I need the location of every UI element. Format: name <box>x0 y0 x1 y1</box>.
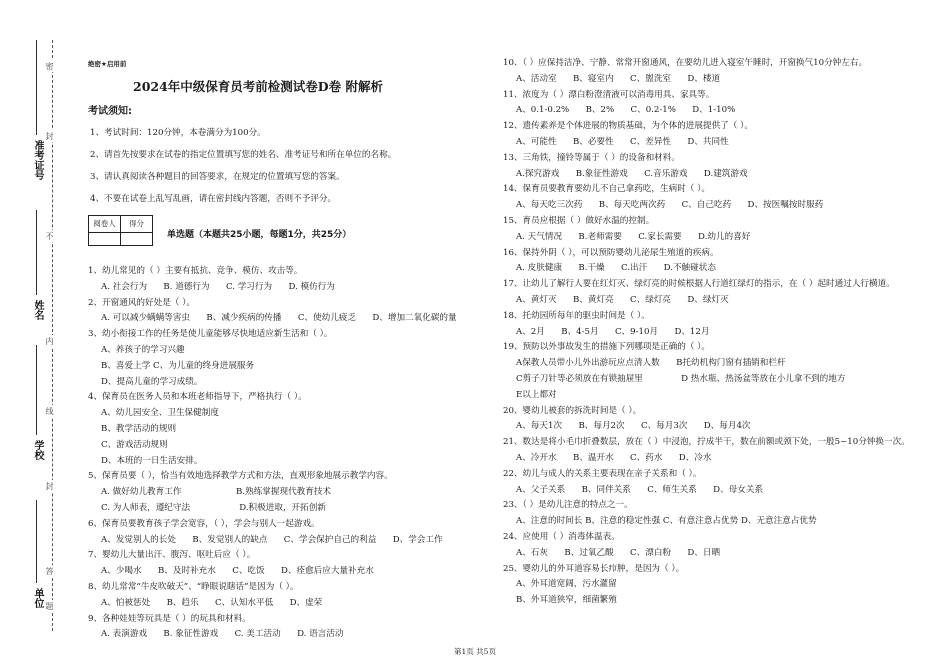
answer-options[interactable]: A.探究游戏 B.象征性游戏 C.音乐游戏 D.建筑游戏 <box>516 168 748 179</box>
left-column <box>88 58 488 643</box>
score-cell[interactable] <box>121 233 153 246</box>
answer-options[interactable]: A、石灰 B、过氧乙酸 C、漂白粉 D、日晒 <box>516 547 721 558</box>
question-text: 1、幼儿常见的（ ）主要有抵抗、竞争、模仿、攻击等。 <box>88 266 303 276</box>
seal-mark: 封 <box>45 482 54 490</box>
name-field[interactable] <box>36 210 37 295</box>
exam-number-label: 准考证号 <box>32 140 43 180</box>
question-text: 10、（ ）应保持洁净、宁静、常常开窗通风，在要幼儿进入寝室午睡时，开窗换气10分钟左右。 <box>503 58 868 68</box>
question-text: 17、让幼儿了解行人要在红灯灭、绿灯亮的时候根据人行道红绿灯的指示，在（ ）起时通过人行横道。 <box>503 279 895 290</box>
seal-mark: 内 <box>45 337 54 345</box>
exam-number-field[interactable] <box>36 40 37 135</box>
section-heading: 单选题（本题共25小题，每题1分，共25分） <box>167 230 352 241</box>
answer-options[interactable]: A. 做好幼儿教育工作 B.熟练掌握现代教育技术 <box>101 487 332 498</box>
answer-options[interactable]: A、可能性 B、必要性 C、差异性 D、共同性 <box>516 136 729 147</box>
answer-options[interactable]: A、注意的时间长 B、注意的稳定性强 C、有意注意占优势 D、无意注意占优势 <box>516 516 817 527</box>
answer-options[interactable]: A. 天气情况 B.老师需要 C.家长需要 D.幼儿的喜好 <box>516 231 751 242</box>
answer-options[interactable]: E以上都对 <box>516 389 557 400</box>
answer-options[interactable]: A、父子关系 B、同伴关系 C、师生关系 D、母女关系 <box>516 484 764 495</box>
question-text: 2、开窗通风的好处是（ ）。 <box>88 297 196 308</box>
answer-options[interactable]: A、每天1次 B、每月2次 C、每月3次 D、每月4次 <box>516 421 751 432</box>
school-field[interactable] <box>36 345 37 435</box>
answer-options[interactable]: A. 皮肤健康 B.干燥 C.出汗 D.不触碰状态 <box>516 263 716 274</box>
binding-margin <box>0 0 70 671</box>
answer-options[interactable]: A、黄灯灭 B、黄灯亮 C、绿灯亮 D、绿灯灭 <box>516 294 729 305</box>
seal-mark: 题 <box>45 602 54 610</box>
name-label: 姓名 <box>32 300 43 320</box>
unit-label: 单位 <box>32 588 43 608</box>
answer-options[interactable]: C. 为人师表，遵纪守法 D.积极进取，开拓创新 <box>101 502 326 513</box>
question-text: 11、浓度为（ ）漂白粉澄清液可以消毒用具、家具等。 <box>503 89 715 100</box>
reviewer-cell[interactable] <box>89 233 121 246</box>
question-text: 15、育员应根据（ ）做好水温的控制。 <box>503 215 655 226</box>
question-text: 23、（ ）是幼儿注意的特点之一。 <box>503 500 633 511</box>
question-text: 7、婴幼儿大量出汗、腹泻、呕吐后应（ ）。 <box>88 550 256 561</box>
answer-options[interactable]: A保教人员带小儿外出游玩应点清人数 B托幼机构门窗有插销和栏杆 <box>516 358 786 369</box>
right-column <box>503 56 933 609</box>
question-text: 24、应使用（ ）消毒体温表。 <box>503 531 620 542</box>
answer-options[interactable]: A. 表演游戏 B. 象征性游戏 C. 美工活动 D. 语言活动 <box>101 629 344 640</box>
unit-field[interactable] <box>36 500 37 583</box>
answer-options[interactable]: A、活动室 B、寝室内 C、盥洗室 D、楼道 <box>516 73 721 84</box>
section-header-row <box>88 216 488 246</box>
answer-options[interactable]: A、冷开水 B、温开水 C、药水 D、冷水 <box>516 452 712 463</box>
answer-options[interactable]: A、发觉别人的长处 B、发觉别人的缺点 C、学会保护自己的利益 D、学会工作 <box>101 534 443 545</box>
question-text: 21、数达是将小毛巾折叠数层，放在（ ）中浸泡，拧成半干，数在前额或颈下处，一般5~10分钟换一次。 <box>503 437 910 448</box>
question-text: 12、遗传素养是个体进展的物质基础，为个体的进展提供了（ ）。 <box>503 121 753 132</box>
seal-mark: 不 <box>45 232 54 240</box>
question-text: 18、托幼园所每年的驱虫时间是（ ）。 <box>503 310 650 321</box>
score-box <box>88 215 153 246</box>
question-text: 14、保育员要教育要幼儿不自己拿药吃，生病时（ ）。 <box>503 184 711 195</box>
notice-item: 1、考试时间：120分钟，本卷满分为100分。 <box>90 128 266 138</box>
question-text: 25、婴幼儿的外耳道容易长疖肿，是因为（ ）。 <box>503 563 685 574</box>
seal-mark: 密 <box>45 62 54 70</box>
answer-options[interactable]: A、怕被惩处 B、趋乐 C、认知水平低 D、虚荣 <box>101 597 323 608</box>
answer-options[interactable]: C剪子刀针等必须放在有锁抽屉里 D 热水瓶、热汤盆等放在小儿拿不到的地方 <box>516 373 846 384</box>
score-label: 得分 <box>121 216 153 233</box>
notice-item: 3、请认真阅读各种题目的回答要求，在规定的位置填写您的答案。 <box>90 172 345 182</box>
seal-mark: 封 <box>45 132 54 140</box>
question-text: 5、保育员要（ ），恰当有效地选择教学方式和方法，直观形象地展示教学内容。 <box>88 471 393 482</box>
answer-options[interactable]: D、本班的一日生活安排。 <box>101 455 203 466</box>
answer-options[interactable]: D、提高儿童的学习成绩。 <box>101 376 203 387</box>
answer-options[interactable]: A、每天吃三次药 B、每天吃两次药 C、自己吃药 D、按医嘱按时服药 <box>516 200 824 211</box>
answer-options[interactable]: B、教学活动的规则 <box>101 423 177 434</box>
question-text: 3、幼小衔接工作的任务是使儿童能够尽快地适应新生活和（ ）。 <box>88 329 333 340</box>
reviewer-label: 阅卷人 <box>89 216 121 233</box>
question-text: 9、各种娃娃等玩具是（ ）的玩具和材料。 <box>88 613 251 624</box>
answer-options[interactable]: C、游戏活动规则 <box>101 439 168 450</box>
seal-mark: 答 <box>45 567 54 575</box>
answer-options[interactable]: B、外耳道狭窄，细菌繁殖 <box>516 595 617 606</box>
notice-item: 2、请首先按要求在试卷的指定位置填写您的姓名、准考证号和所在单位的名称。 <box>90 150 397 160</box>
answer-options[interactable]: A、2月 B、4-5月 C、9-10月 D、12月 <box>516 326 710 337</box>
answer-options[interactable]: A、养孩子的学习兴趣 <box>101 344 185 355</box>
answer-options[interactable]: A、外耳道宽阔，污水灌留 <box>516 579 617 590</box>
question-text: 4、保育员在医务人员和本班老师指导下，严格执行（ ）。 <box>88 392 307 403</box>
answer-options[interactable]: A、少喝水 B、及时补充水 C、吃饭 D、痊愈后应大量补充水 <box>101 566 374 577</box>
notice-heading: 考试须知: <box>88 106 132 117</box>
answer-options[interactable]: A. 可以减少螨螨等害虫 B、减少疾病的传播 C、使幼儿疲乏 D、增加二氧化碳的量 <box>101 313 457 324</box>
answer-options[interactable]: B、喜爱上学 C、为儿童的终身进展服务 <box>101 360 255 371</box>
seal-mark: 线 <box>45 407 54 415</box>
notice-list <box>88 122 488 210</box>
page-title: 2024年中级保育员考前检测试卷D卷 附解析 <box>133 79 383 94</box>
notice-item: 4、不要在试卷上乱写乱画，请在密封线内答题，否则不予评分。 <box>90 194 337 204</box>
question-text: 20、婴幼儿被套的拆洗时间是（ ）。 <box>503 405 642 416</box>
question-text: 8、幼儿常常“牛皮吹破天”、“睁眼说瞎话”是因为（ ）。 <box>88 581 299 592</box>
question-text: 6、保育员要教育孩子学会宽容，（ ），学会与别人一起游戏。 <box>88 518 320 529</box>
question-text: 19、预防以外事故发生的措施下列哪项是正确的（ ）。 <box>503 342 711 353</box>
answer-options[interactable]: A. 社会行为 B. 道德行为 C. 学习行为 D. 模仿行为 <box>101 281 335 292</box>
question-text: 16、保持外阴（ ），可以预防婴幼儿泌尿生殖道的疾病。 <box>503 247 719 258</box>
answer-options[interactable]: A、0.1-0.2% B、2% C、0.2-1% D、1-10% <box>516 105 736 116</box>
question-text: 13、三角铁，撞铃等属于（ ）的设备和材料。 <box>503 152 680 163</box>
question-text: 22、幼儿与成人的关系主要表现在亲子关系和（ ）。 <box>503 468 702 479</box>
question-list-right <box>503 56 933 609</box>
page-number: 第1页 共5页 <box>454 647 496 656</box>
question-list-left <box>88 264 488 643</box>
answer-options[interactable]: A、幼儿园安全、卫生保健制度 <box>101 408 219 419</box>
secret-mark: 绝密★启用前 <box>88 60 127 68</box>
school-label: 学校 <box>32 440 43 460</box>
